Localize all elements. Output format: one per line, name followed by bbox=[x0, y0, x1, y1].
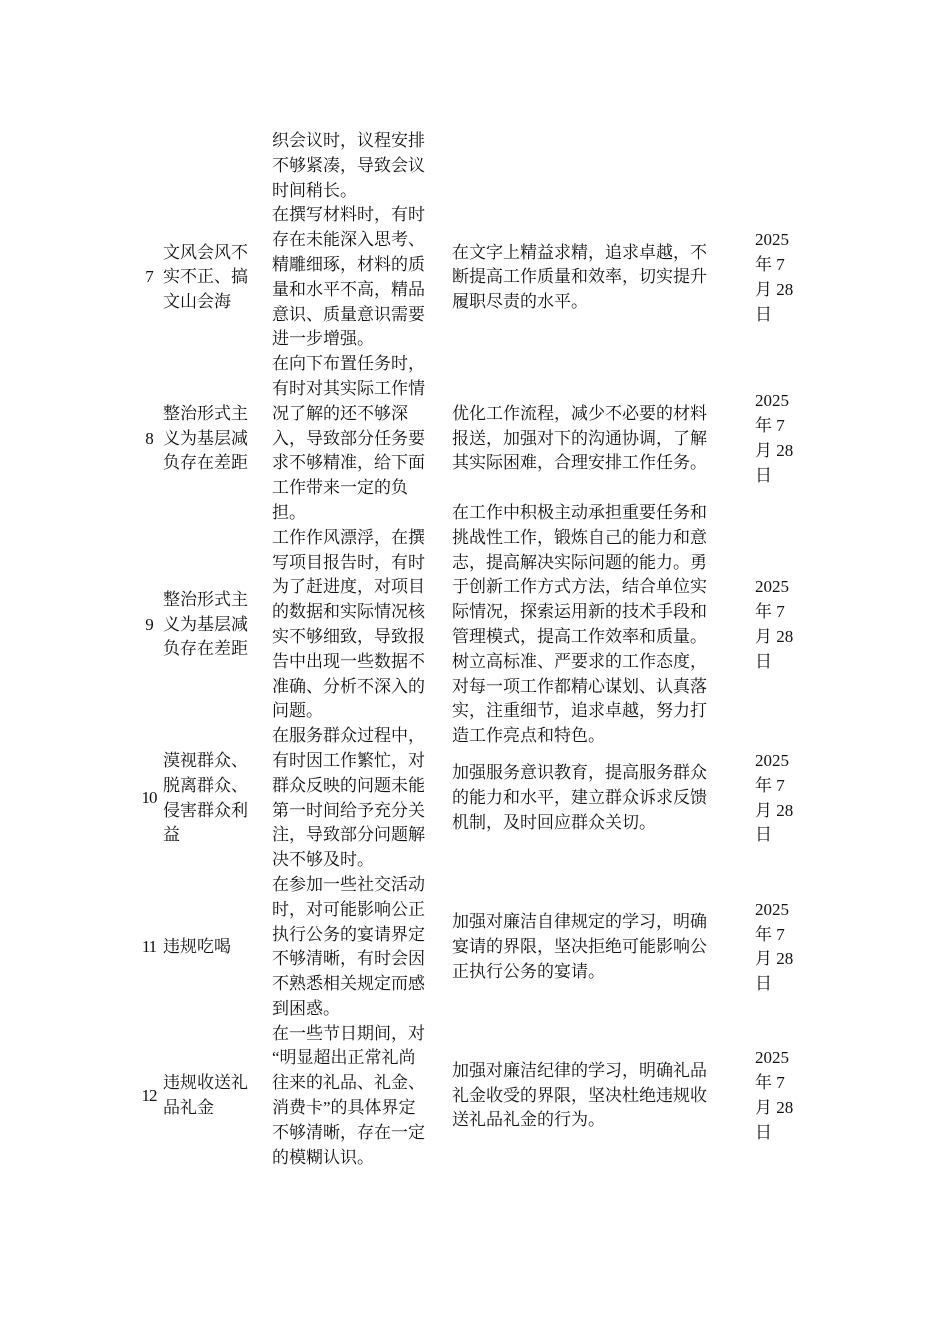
rectification-measure-line: 送礼品礼金的行为。 bbox=[452, 1110, 605, 1130]
problem-category-line: 负存在差距 bbox=[163, 639, 248, 659]
deadline-date-line: 年 7 bbox=[755, 602, 785, 622]
rectification-measure-line: 断提高工作质量和效率，切实提升 bbox=[452, 267, 707, 287]
problem-description bbox=[272, 526, 450, 724]
problem-description-line: 在撰写材料时，有时 bbox=[272, 205, 425, 225]
problem-category bbox=[163, 203, 269, 352]
rectification-measure bbox=[452, 502, 752, 746]
rectification-measure-line: 宴请的界限，坚决拒绝可能影响公 bbox=[452, 936, 707, 956]
problem-description bbox=[272, 203, 450, 352]
problem-category bbox=[163, 873, 269, 1022]
problem-description-line: 精雕细琢，材料的质 bbox=[272, 254, 425, 274]
problem-description-line: 在向下布置任务时， bbox=[272, 354, 425, 374]
problem-category bbox=[163, 526, 269, 724]
problem-description-line: 有时因工作繁忙，对 bbox=[272, 750, 425, 770]
rectification-measure-line: 在工作中积极主动承担重要任务和 bbox=[452, 502, 707, 522]
problem-description-line: 况了解的还不够深 bbox=[272, 403, 408, 423]
table-row bbox=[0, 352, 950, 526]
row-number bbox=[136, 1022, 162, 1171]
row-number bbox=[136, 203, 162, 352]
deadline-date-line: 日 bbox=[755, 651, 772, 671]
rectification-measure bbox=[452, 352, 752, 526]
rectification-measure-line: 机制，及时回应群众关切。 bbox=[452, 812, 656, 832]
deadline-date-line: 2025 bbox=[755, 899, 789, 919]
rectification-measure-line: 正执行公务的宴请。 bbox=[452, 961, 605, 981]
rectification-measure-line: 报送，加强对下的沟通协调，了解 bbox=[452, 428, 707, 448]
problem-category-line: 整治形式主 bbox=[163, 403, 248, 423]
problem-description-line: 到困惑。 bbox=[272, 998, 340, 1018]
deadline-date-line: 年 7 bbox=[755, 254, 785, 274]
rectification-measure-line: 加强对廉洁自律规定的学习，明确 bbox=[452, 912, 707, 932]
problem-category-line: 负存在差距 bbox=[163, 453, 248, 473]
deadline-date-line: 日 bbox=[755, 974, 772, 994]
row-number bbox=[136, 526, 162, 724]
problem-description-line: 织会议时，议程安排 bbox=[272, 131, 425, 150]
problem-description bbox=[272, 873, 450, 1022]
table-row bbox=[0, 724, 950, 873]
problem-description-line: “明显超出正常礼尚 bbox=[272, 1048, 416, 1068]
problem-description bbox=[272, 352, 450, 526]
problem-description-line: 不够清晰，存在一定 bbox=[272, 1122, 425, 1142]
rectification-measure-line: 加强服务意识教育，提高服务群众 bbox=[452, 763, 707, 783]
rectification-measure bbox=[452, 203, 752, 352]
problem-description-line: 执行公务的宴请界定 bbox=[272, 924, 425, 944]
problem-category-line: 品礼金 bbox=[163, 1098, 214, 1118]
row-number-text: 10 bbox=[141, 788, 157, 808]
problem-category-line: 违规吃喝 bbox=[163, 936, 231, 956]
problem-description-line: 注，导致部分问题解 bbox=[272, 825, 425, 845]
problem-description-line: 实不够细致，导致报 bbox=[272, 626, 425, 646]
rectification-measure bbox=[452, 724, 752, 873]
problem-description-line: 存在未能深入思考、 bbox=[272, 230, 425, 250]
deadline-date-line: 2025 bbox=[755, 750, 789, 770]
rectification-measure-line: 造工作亮点和特色。 bbox=[452, 726, 605, 746]
rectification-measure-line: 管理模式，提高工作效率和质量。 bbox=[452, 626, 707, 646]
problem-description-line: 时，对可能影响公正 bbox=[272, 899, 425, 919]
problem-category-line: 文风会风不 bbox=[163, 242, 248, 262]
deadline-date-line: 2025 bbox=[755, 577, 789, 597]
deadline-date-line: 月 28 bbox=[755, 440, 794, 460]
rectification-measure-line: 礼金收受的界限，坚决杜绝违规收 bbox=[452, 1085, 707, 1105]
problem-description-line: 群众反映的问题未能 bbox=[272, 775, 425, 795]
rectification-measure-line: 志，提高解决实际问题的能力。勇 bbox=[452, 552, 707, 572]
rectification-table bbox=[0, 129, 950, 1170]
rectification-measure-line: 其实际困难，合理安排工作任务。 bbox=[452, 453, 707, 473]
problem-description bbox=[272, 1022, 450, 1171]
deadline-date-line: 年 7 bbox=[755, 924, 785, 944]
problem-description-line: 决不够及时。 bbox=[272, 850, 374, 870]
rectification-measure-line: 实，注重细节，追求卓越，努力打 bbox=[452, 701, 707, 721]
problem-category-line: 实不正、搞 bbox=[163, 267, 248, 287]
rectification-measure-line: 树立高标准、严要求的工作态度， bbox=[452, 651, 707, 671]
rectification-measure bbox=[452, 129, 752, 203]
problem-category-line: 益 bbox=[163, 825, 180, 845]
row-number-text: 7 bbox=[145, 267, 153, 287]
problem-description-line: 写项目报告时，有时 bbox=[272, 552, 425, 572]
problem-description-line: 进一步增强。 bbox=[272, 329, 374, 349]
table-row bbox=[0, 873, 950, 1022]
deadline-date-line: 月 28 bbox=[755, 800, 794, 820]
problem-category bbox=[163, 724, 269, 873]
problem-category-line: 义为基层减 bbox=[163, 614, 248, 634]
problem-description bbox=[272, 724, 450, 873]
problem-description-line: 在参加一些社交活动 bbox=[272, 874, 425, 894]
row-number-text: 12 bbox=[141, 1085, 157, 1105]
problem-description-line: 在服务群众过程中， bbox=[272, 726, 425, 746]
problem-description-line: 时间稍长。 bbox=[272, 180, 357, 200]
problem-category bbox=[163, 129, 269, 203]
deadline-date-line: 日 bbox=[755, 465, 772, 485]
rectification-measure-line: 际情况，探索运用新的技术手段和 bbox=[452, 602, 707, 622]
deadline-date bbox=[755, 1022, 805, 1171]
table-row bbox=[0, 1022, 950, 1171]
problem-description-line: 量和水平不高，精品 bbox=[272, 279, 425, 299]
problem-description-line: 准确、分析不深入的 bbox=[272, 676, 425, 696]
problem-description-line: 工作作风漂浮，在撰 bbox=[272, 527, 425, 547]
deadline-date-line: 月 28 bbox=[755, 279, 794, 299]
problem-description-line: 有时对其实际工作情 bbox=[272, 378, 425, 398]
deadline-date-line: 年 7 bbox=[755, 416, 785, 436]
problem-description-line: 的数据和实际情况核 bbox=[272, 602, 425, 622]
problem-description-line: 不够清晰，有时会因 bbox=[272, 949, 425, 969]
problem-description-line: 第一时间给予充分关 bbox=[272, 800, 425, 820]
deadline-date-line: 月 28 bbox=[755, 949, 794, 969]
problem-category-line: 侵害群众利 bbox=[163, 800, 248, 820]
deadline-date bbox=[755, 129, 805, 203]
deadline-date bbox=[755, 203, 805, 352]
problem-category bbox=[163, 352, 269, 526]
row-number-text: 8 bbox=[145, 428, 153, 448]
rectification-measure-line: 履职尽责的水平。 bbox=[452, 292, 588, 312]
problem-description-line: 求不够精准，给下面 bbox=[272, 453, 425, 473]
row-number-text: 11 bbox=[141, 936, 157, 956]
problem-description-line: 在一些节日期间，对 bbox=[272, 1023, 425, 1043]
rectification-measure-line: 挑战性工作，锻炼自己的能力和意 bbox=[452, 527, 707, 547]
row-number bbox=[136, 873, 162, 1022]
rectification-measure-line: 的能力和水平，建立群众诉求反馈 bbox=[452, 788, 707, 808]
problem-description-line: 告中出现一些数据不 bbox=[272, 651, 425, 671]
rectification-measure bbox=[452, 873, 752, 1022]
deadline-date-line: 年 7 bbox=[755, 775, 785, 795]
problem-description-line: 入，导致部分任务要 bbox=[272, 428, 425, 448]
rectification-measure-line: 于创新工作方式方法，结合单位实 bbox=[452, 577, 707, 597]
deadline-date-line: 月 28 bbox=[755, 626, 794, 646]
rectification-measure bbox=[452, 1022, 752, 1171]
problem-category-line: 违规收送礼 bbox=[163, 1073, 248, 1093]
problem-category-line: 脱离群众、 bbox=[163, 775, 248, 795]
row-number bbox=[136, 352, 162, 526]
rectification-measure-line: 优化工作流程，减少不必要的材料 bbox=[452, 403, 707, 423]
problem-description-line: 不够紧凑，导致会议 bbox=[272, 155, 425, 175]
deadline-date bbox=[755, 873, 805, 1022]
problem-description bbox=[272, 129, 450, 203]
problem-description-line: 意识、质量意识需要 bbox=[272, 304, 425, 324]
problem-category-line: 整治形式主 bbox=[163, 589, 248, 609]
table-row bbox=[0, 129, 950, 203]
problem-description-line: 的模糊认识。 bbox=[272, 1147, 374, 1167]
deadline-date-line: 日 bbox=[755, 304, 772, 324]
deadline-date-line: 年 7 bbox=[755, 1073, 785, 1093]
problem-category-line: 漠视群众、 bbox=[163, 750, 248, 770]
problem-description-line: 为了赶进度，对项目 bbox=[272, 577, 425, 597]
row-number-text: 9 bbox=[145, 614, 153, 634]
deadline-date-line: 日 bbox=[755, 825, 772, 845]
deadline-date-line: 月 28 bbox=[755, 1098, 794, 1118]
row-number bbox=[136, 724, 162, 873]
problem-description-line: 不熟悉相关规定而感 bbox=[272, 974, 425, 994]
problem-category-line: 义为基层减 bbox=[163, 428, 248, 448]
row-number bbox=[136, 129, 162, 203]
problem-category-line: 文山会海 bbox=[163, 292, 231, 312]
rectification-measure-line: 对每一项工作都精心谋划、认真落 bbox=[452, 676, 707, 696]
problem-description-line: 工作带来一定的负 bbox=[272, 478, 408, 498]
deadline-date-line: 2025 bbox=[755, 1048, 789, 1068]
problem-description-line: 担。 bbox=[272, 502, 306, 522]
deadline-date-line: 2025 bbox=[755, 391, 789, 411]
problem-description-line: 消费卡”的具体界定 bbox=[272, 1098, 416, 1118]
problem-description-line: 问题。 bbox=[272, 701, 323, 721]
problem-category bbox=[163, 1022, 269, 1171]
table-row bbox=[0, 203, 950, 352]
deadline-date-line: 2025 bbox=[755, 230, 789, 250]
rectification-measure-line: 在文字上精益求精，追求卓越，不 bbox=[452, 242, 707, 262]
problem-description-line: 往来的礼品、礼金、 bbox=[272, 1073, 425, 1093]
deadline-date-line: 日 bbox=[755, 1122, 772, 1142]
deadline-date bbox=[755, 352, 805, 526]
deadline-date bbox=[755, 526, 805, 724]
rectification-measure-line: 加强对廉洁纪律的学习，明确礼品 bbox=[452, 1060, 707, 1080]
deadline-date bbox=[755, 724, 805, 873]
